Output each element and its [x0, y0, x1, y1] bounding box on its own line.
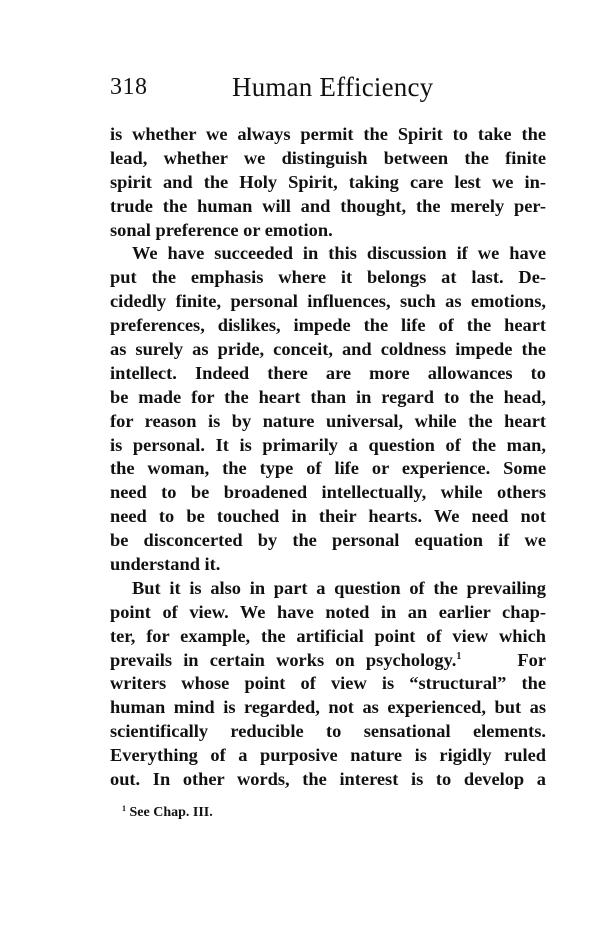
paragraph	[110, 123, 546, 242]
text-line: trude the human will and thought, the merely per-	[110, 195, 546, 216]
paragraph	[110, 577, 546, 792]
text-line: spirit and the Holy Spirit, taking care lest we in-	[110, 171, 546, 192]
text-line: is whether we always permit the Spirit to take the	[110, 124, 546, 144]
text-line: sonal preference or emotion.	[110, 219, 333, 240]
footnote	[122, 805, 213, 821]
text-line: writers whose point of view is “structural” the	[110, 673, 546, 694]
text-line: scientifically reducible to sensational elements.	[110, 721, 546, 742]
running-head: Human Efficiency	[232, 72, 434, 102]
text-line: the woman, the type of life or experience. Some	[110, 458, 546, 479]
text-line: understand it.	[110, 554, 221, 575]
page-header	[110, 72, 546, 108]
footnote-marker: 1	[122, 804, 126, 813]
text-line: cidedly finite, personal influences, such as emotions,	[110, 291, 546, 312]
text-line: But it is also in part a question of the prevailing	[132, 577, 546, 598]
text-line: out. In other words, the interest is to develop a	[110, 769, 546, 790]
text-line-with-footnote-ref	[110, 649, 546, 673]
body-text	[110, 123, 546, 792]
text-line: is personal. It is primarily a question of the man,	[110, 434, 546, 455]
text-line: need to be touched in their hearts. We need not	[110, 506, 546, 527]
footnote-text: See Chap. III.	[129, 805, 213, 820]
text-line: Everything of a purposive nature is rigidly ruled	[110, 745, 546, 766]
text-line: as surely as pride, conceit, and coldness impede the	[110, 339, 546, 360]
paragraph	[110, 242, 546, 576]
text-line: point of view. We have noted in an earlier chap-	[110, 601, 546, 622]
text-line: ter, for example, the artificial point of view which	[110, 625, 546, 646]
text-line: We have succeeded in this discussion if we have	[132, 243, 546, 264]
text-line: be disconcerted by the personal equation if we	[110, 530, 546, 551]
text-line: intellect. Indeed there are more allowances to	[110, 362, 546, 383]
text-line: lead, whether we distinguish between the finite	[110, 147, 546, 168]
footnote-reference[interactable]: 1	[456, 650, 462, 662]
page-number: 318	[110, 74, 148, 100]
text-line: need to be broadened intellectually, while others	[110, 482, 546, 503]
text-line: preferences, dislikes, impede the life of the heart	[110, 315, 546, 336]
text-line: put the emphasis where it belongs at last. De-	[110, 267, 546, 288]
text-line: be made for the heart than in regard to the head,	[110, 386, 546, 407]
text-line: for reason is by nature universal, while the heart	[110, 410, 546, 431]
text-fragment: For	[517, 649, 546, 670]
text-fragment: prevails in certain works on psychology.	[110, 649, 457, 670]
text-line: human mind is regarded, not as experienced, but as	[110, 697, 546, 718]
